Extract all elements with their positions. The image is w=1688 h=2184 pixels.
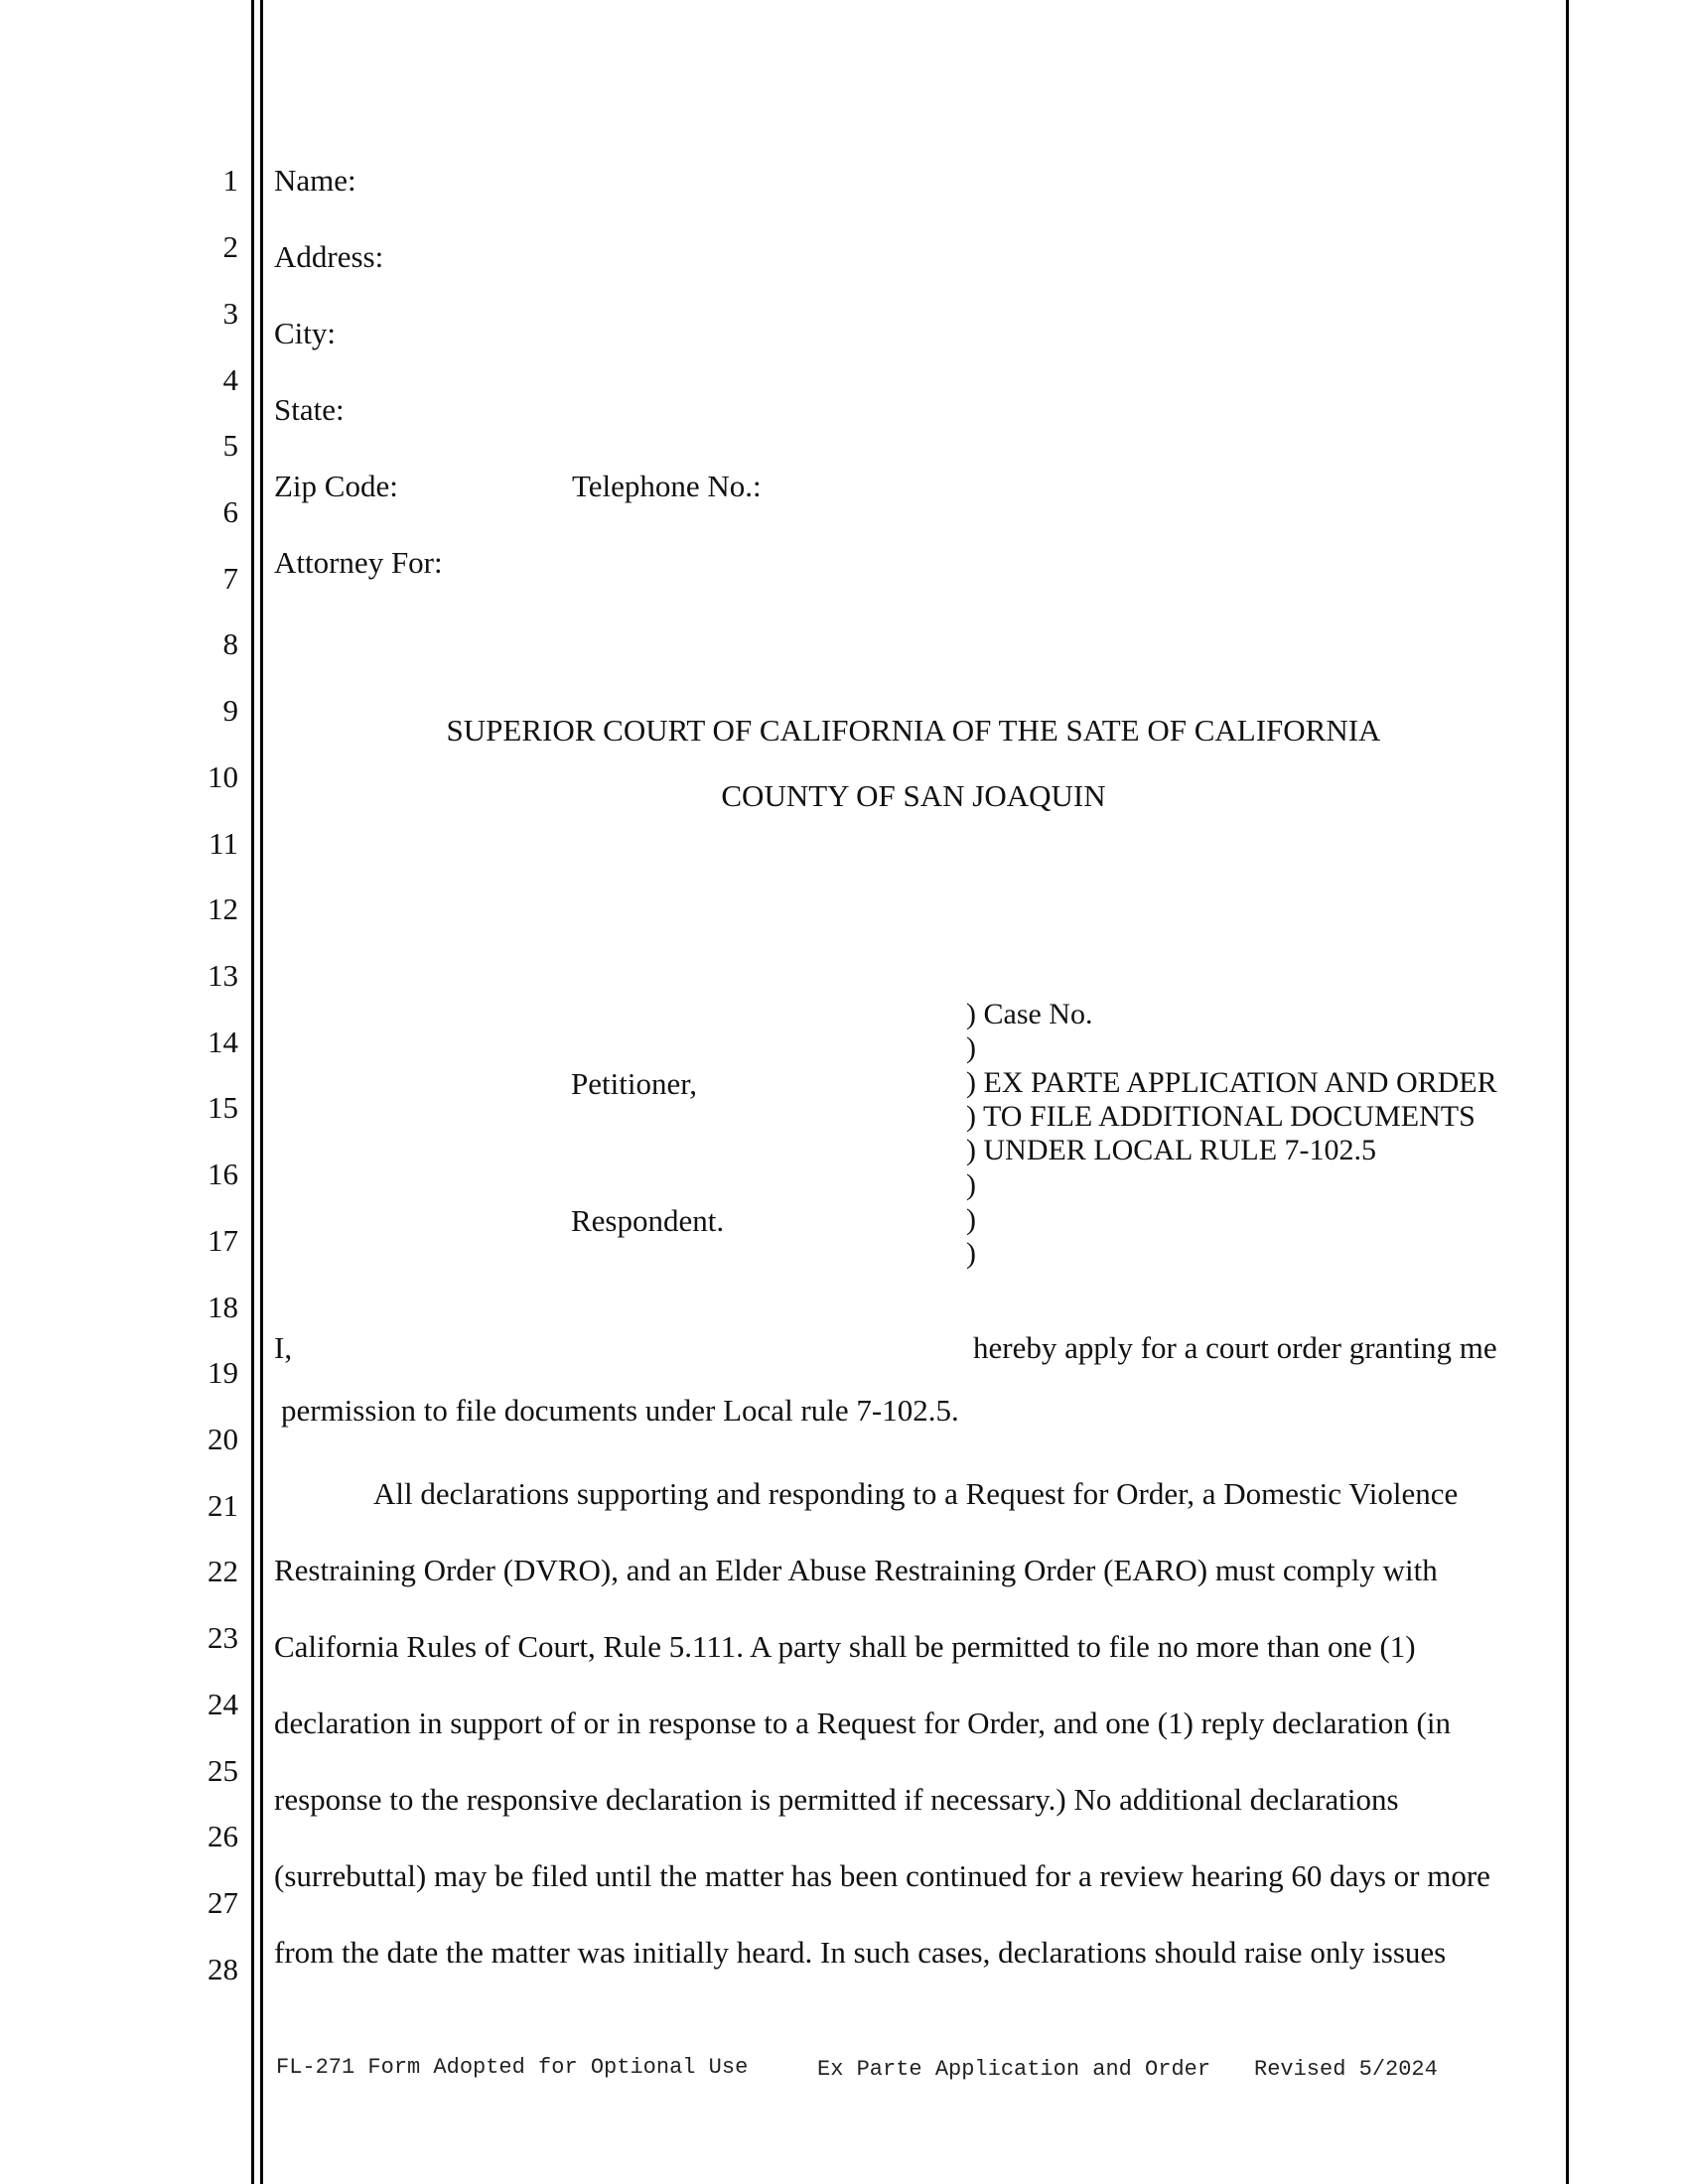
respondent-label: Respondent. bbox=[571, 1203, 725, 1238]
line-number: 23 bbox=[208, 1620, 238, 1655]
intro-statement: hereby apply for a court order granting me bbox=[973, 1330, 1497, 1365]
caption-line-case-no: ) Case No. bbox=[966, 998, 1093, 1030]
zip-code-label: Zip Code: bbox=[274, 469, 398, 503]
caption-line-document-title: ) EX PARTE APPLICATION AND ORDER bbox=[966, 1066, 1497, 1099]
line-number: 28 bbox=[208, 1952, 238, 1986]
footer-form-title: Ex Parte Application and Order bbox=[817, 2057, 1211, 2082]
line-number: 26 bbox=[208, 1819, 238, 1853]
body-paragraph-line: Restraining Order (DVRO), and an Elder Abuse Restraining Order (EARO) must comply with bbox=[274, 1553, 1438, 1587]
body-paragraph-line: declaration in support of or in response to a Request for Order, and one (1) reply declaration (in bbox=[274, 1706, 1451, 1740]
line-number: 20 bbox=[208, 1422, 238, 1456]
county-title: COUNTY OF SAN JOAQUIN bbox=[721, 778, 1106, 813]
line-number: 13 bbox=[208, 958, 238, 993]
line-number: 15 bbox=[208, 1090, 238, 1125]
line-number: 22 bbox=[208, 1554, 238, 1588]
footer-revised: Revised 5/2024 bbox=[1254, 2057, 1438, 2082]
caption-line: ) bbox=[966, 1031, 976, 1064]
body-paragraph-line: California Rules of Court, Rule 5.111. A party shall be permitted to file no more than one (1) bbox=[274, 1629, 1416, 1664]
pleading-left-rule-inner bbox=[260, 0, 263, 2184]
line-number: 14 bbox=[208, 1024, 238, 1059]
intro-applicant: I, bbox=[274, 1330, 293, 1365]
line-number: 21 bbox=[208, 1488, 238, 1523]
line-number: 16 bbox=[208, 1157, 238, 1191]
telephone-label: Telephone No.: bbox=[572, 469, 762, 503]
line-number: 6 bbox=[222, 494, 238, 529]
name-label: Name: bbox=[274, 163, 356, 198]
line-number: 8 bbox=[222, 626, 238, 661]
body-paragraph-line: from the date the matter was initially heard. In such cases, declarations should raise only issues bbox=[274, 1935, 1447, 1970]
address-label: Address: bbox=[274, 239, 384, 274]
state-label: State: bbox=[274, 392, 345, 427]
line-number: 18 bbox=[208, 1290, 238, 1324]
footer-form-id: FL-271 Form Adopted for Optional Use bbox=[276, 2055, 749, 2080]
line-number: 2 bbox=[222, 229, 238, 264]
line-number: 19 bbox=[208, 1355, 238, 1390]
line-number: 24 bbox=[208, 1687, 238, 1721]
pleading-right-rule bbox=[1566, 0, 1569, 2184]
line-number: 25 bbox=[208, 1753, 238, 1788]
caption-line-document-title: ) UNDER LOCAL RULE 7-102.5 bbox=[966, 1134, 1377, 1166]
intro-statement-cont: permission to file documents under Local rule 7-102.5. bbox=[281, 1393, 959, 1428]
caption-line: ) bbox=[966, 1203, 976, 1236]
caption-line-document-title: ) TO FILE ADDITIONAL DOCUMENTS bbox=[966, 1100, 1476, 1133]
body-paragraph-line: (surrebuttal) may be filed until the matter has been continued for a review hearing 60 days or more bbox=[274, 1858, 1490, 1893]
petitioner-label: Petitioner, bbox=[571, 1066, 698, 1101]
court-title: SUPERIOR COURT OF CALIFORNIA OF THE SATE OF CALIFORNIA bbox=[446, 713, 1381, 748]
line-number: 5 bbox=[222, 428, 238, 463]
line-number: 17 bbox=[208, 1223, 238, 1258]
attorney-for-label: Attorney For: bbox=[274, 545, 443, 580]
line-number: 12 bbox=[208, 891, 238, 926]
line-number: 27 bbox=[208, 1885, 238, 1920]
line-number: 7 bbox=[222, 561, 238, 596]
body-paragraph-line: All declarations supporting and responding to a Request for Order, a Domestic Violence bbox=[373, 1476, 1459, 1511]
line-number: 9 bbox=[222, 693, 238, 728]
line-number: 1 bbox=[222, 163, 238, 198]
line-number: 11 bbox=[209, 826, 238, 861]
body-paragraph-line: response to the responsive declaration is permitted if necessary.) No additional declarations bbox=[274, 1782, 1399, 1817]
caption-line: ) bbox=[966, 1168, 976, 1201]
caption-line: ) bbox=[966, 1237, 976, 1270]
city-label: City: bbox=[274, 316, 337, 350]
line-number: 4 bbox=[222, 362, 238, 397]
line-number: 3 bbox=[222, 296, 238, 331]
line-number: 10 bbox=[208, 759, 238, 794]
pleading-left-rule-outer bbox=[251, 0, 254, 2184]
